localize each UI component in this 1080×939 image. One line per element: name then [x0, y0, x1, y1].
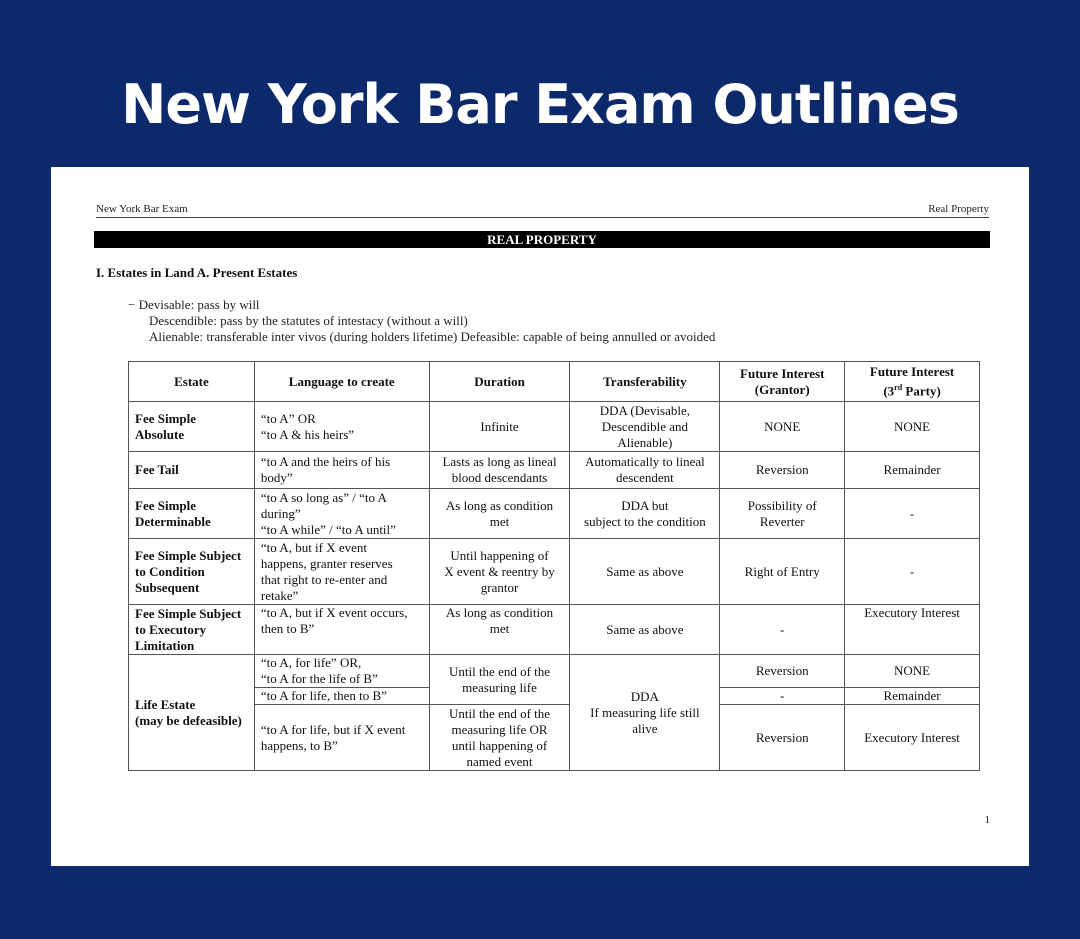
third-party-cell: -: [845, 539, 980, 605]
duration-cell: As long as condition met: [429, 605, 570, 655]
header-estate: Estate: [129, 362, 255, 402]
language-cell: “to A for life, but if X event happens, to B”: [254, 705, 429, 771]
document-title-bar: REAL PROPERTY: [94, 231, 990, 248]
grantor-cell: Reversion: [720, 452, 845, 489]
table-row-life-estate-a: [129, 655, 980, 688]
table-row-life-estate-c: [129, 705, 980, 771]
third-party-cell: Executory Interest: [845, 605, 980, 655]
estate-cell: Fee Simple Subject to Executory Limitation: [129, 605, 255, 655]
definitions: [128, 297, 715, 345]
third-party-cell: Remainder: [845, 452, 980, 489]
duration-cell: Infinite: [429, 402, 570, 452]
definition-devisable: − Devisable: pass by will: [128, 297, 260, 312]
language-cell: “to A, for life” OR, “to A for the life of B”: [254, 655, 429, 688]
estate-cell: Fee Simple Determinable: [129, 489, 255, 539]
grantor-cell: Reversion: [720, 655, 845, 688]
grantor-cell: -: [720, 688, 845, 705]
language-cell: “to A for life, then to B”: [254, 688, 429, 705]
header-duration: Duration: [429, 362, 570, 402]
language-cell: “to A, but if X event occurs, then to B”: [254, 605, 429, 655]
table-row: [129, 452, 980, 489]
header-language: Language to create: [254, 362, 429, 402]
third-party-cell: Remainder: [845, 688, 980, 705]
duration-cell: Until the end of the measuring life: [429, 655, 570, 705]
language-cell: “to A, but if X event happens, granter reserves that right to re-enter and retake”: [254, 539, 429, 605]
outline-page: [51, 167, 1029, 866]
third-party-cell: NONE: [845, 655, 980, 688]
header-future-interest-third-party: Future Interest (3rd Party): [845, 362, 980, 402]
section-heading: I. Estates in Land A. Present Estates: [96, 265, 298, 280]
transferability-cell: Same as above: [570, 605, 720, 655]
definition-alienable: Alienable: transferable inter vivos (during holders lifetime) Defeasible: capable of being annulled or avoided: [149, 329, 716, 344]
estate-cell: Fee Simple Subject to Condition Subsequent: [129, 539, 255, 605]
grantor-cell: -: [720, 605, 845, 655]
table-row: [129, 539, 980, 605]
third-party-cell: Executory Interest: [845, 705, 980, 771]
language-cell: “to A” OR “to A & his heirs”: [254, 402, 429, 452]
transferability-cell: DDA but subject to the condition: [570, 489, 720, 539]
estate-cell: Fee Tail: [129, 452, 255, 489]
banner-title: New York Bar Exam Outlines: [121, 73, 959, 136]
estates-table: [128, 361, 980, 771]
language-cell: “to A and the heirs of his body”: [254, 452, 429, 489]
running-header-left: New York Bar Exam: [96, 203, 188, 215]
duration-cell: Until the end of the measuring life OR until happening of named event: [429, 705, 570, 771]
estate-cell: Fee Simple Absolute: [129, 402, 255, 452]
page-number: 1: [984, 814, 990, 826]
language-cell: “to A so long as” / “to A during” “to A while” / “to A until”: [254, 489, 429, 539]
third-party-cell: NONE: [845, 402, 980, 452]
table-row: [129, 489, 980, 539]
table-row: [129, 605, 980, 655]
grantor-cell: Reversion: [720, 705, 845, 771]
running-header-right: Real Property: [928, 203, 989, 215]
running-header: [96, 203, 989, 218]
transferability-cell: Automatically to lineal descendent: [570, 452, 720, 489]
duration-cell: Until happening of X event & reentry by grantor: [429, 539, 570, 605]
transferability-cell: DDA If measuring life still alive: [570, 655, 720, 771]
transferability-cell: DDA (Devisable, Descendible and Alienable): [570, 402, 720, 452]
definition-descendible: Descendible: pass by the statutes of intestacy (without a will): [149, 313, 468, 328]
duration-cell: As long as condition met: [429, 489, 570, 539]
table-row: [129, 402, 980, 452]
third-party-cell: -: [845, 489, 980, 539]
duration-cell: Lasts as long as lineal blood descendants: [429, 452, 570, 489]
estate-cell: Life Estate (may be defeasible): [129, 655, 255, 771]
header-future-interest-grantor: Future Interest (Grantor): [720, 362, 845, 402]
transferability-cell: Same as above: [570, 539, 720, 605]
grantor-cell: Right of Entry: [720, 539, 845, 605]
header-transferability: Transferability: [570, 362, 720, 402]
table-header-row: [129, 362, 980, 402]
grantor-cell: Possibility of Reverter: [720, 489, 845, 539]
grantor-cell: NONE: [720, 402, 845, 452]
